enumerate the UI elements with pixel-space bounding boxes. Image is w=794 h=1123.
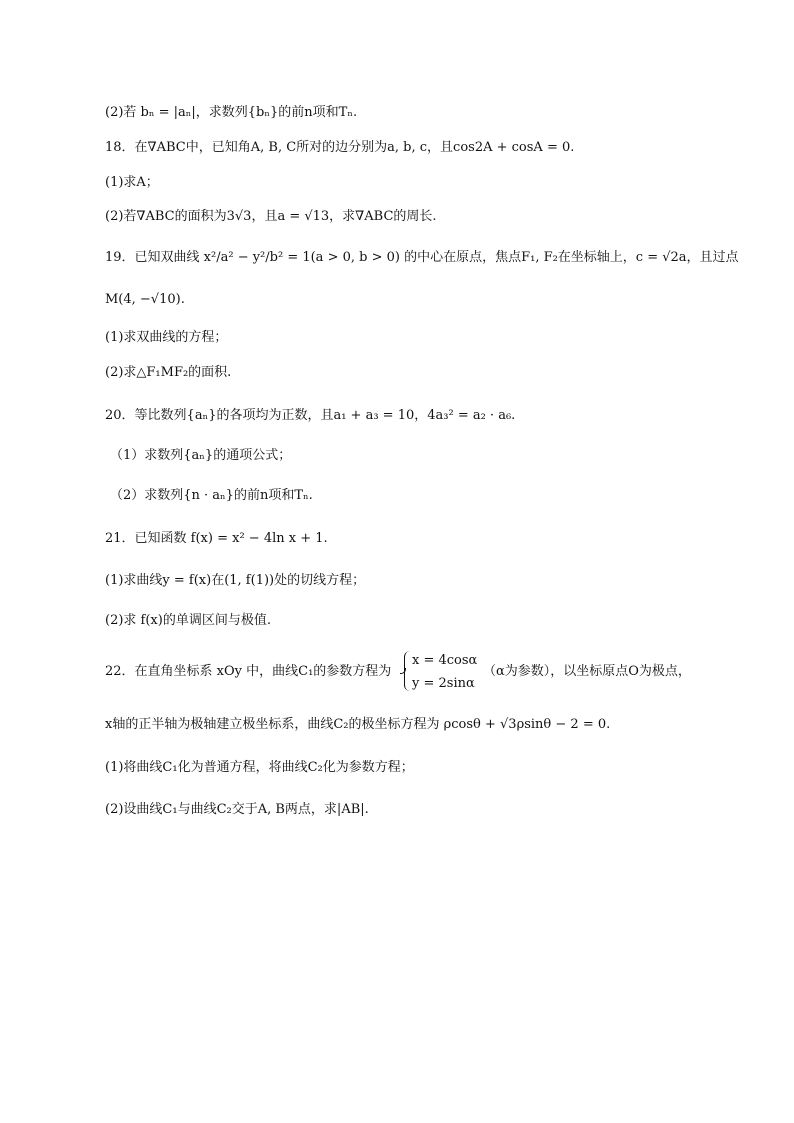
q22-polar: x轴的正半轴为极轴建立极坐标系，曲线C₂的极坐标方程为 ρcosθ + √3ρsinθ − 2 = 0. xyxy=(105,717,611,732)
q22-param-y: y = 2sinα xyxy=(412,676,475,691)
q22-stem-start: 22．在直角坐标系 xOy 中，曲线C₁的参数方程为 xyxy=(105,664,392,679)
q22-param-x: x = 4cosα xyxy=(412,653,478,668)
q20-part1: （1）求数列{aₙ}的通项公式； xyxy=(110,448,292,463)
q19-stem: 19．已知双曲线 x²/a² − y²/b² = 1(a > 0, b > 0) 的中心在原点，焦点F₁, F₂在坐标轴上，c = √2a，且过点 xyxy=(105,250,739,265)
q17-part2: (2)若 bₙ = |aₙ|，求数列{bₙ}的前n项和Tₙ. xyxy=(105,105,358,120)
q20-stem: 20．等比数列{aₙ}的各项均为正数，且a₁ + a₃ = 10，4a₃² = a₂ · a₆. xyxy=(105,408,516,423)
q18-stem: 18．在∇ABC中，已知角A, B, C所对的边分别为a, b, c，且cos2A + cosA = 0. xyxy=(105,140,575,155)
q18-part2: (2)若∇ABC的面积为3√3，且a = √13，求∇ABC的周长. xyxy=(105,209,437,224)
q18-part1: (1)求A； xyxy=(105,175,159,190)
q19-part2: (2)求△F₁MF₂的面积. xyxy=(105,365,232,380)
q21-part1: (1)求曲线y = f(x)在(1, f(1))处的切线方程； xyxy=(105,573,366,588)
q22-stem-end: （α为参数），以坐标原点O为极点， xyxy=(483,664,691,679)
q21-part2: (2)求 f(x)的单调区间与极值. xyxy=(105,613,271,628)
q19-point: M(4, −√10). xyxy=(105,292,185,307)
q19-part1: (1)求双曲线的方程； xyxy=(105,330,228,345)
q22-part2: (2)设曲线C₁与曲线C₂交于A, B两点，求|AB|. xyxy=(105,802,369,817)
q22-part1: (1)将曲线C₁化为普通方程，将曲线C₂化为参数方程； xyxy=(105,760,414,775)
q20-part2: （2）求数列{n · aₙ}的前n项和Tₙ. xyxy=(110,488,313,503)
q21-stem: 21．已知函数 f(x) = x² − 4ln x + 1. xyxy=(105,531,328,546)
